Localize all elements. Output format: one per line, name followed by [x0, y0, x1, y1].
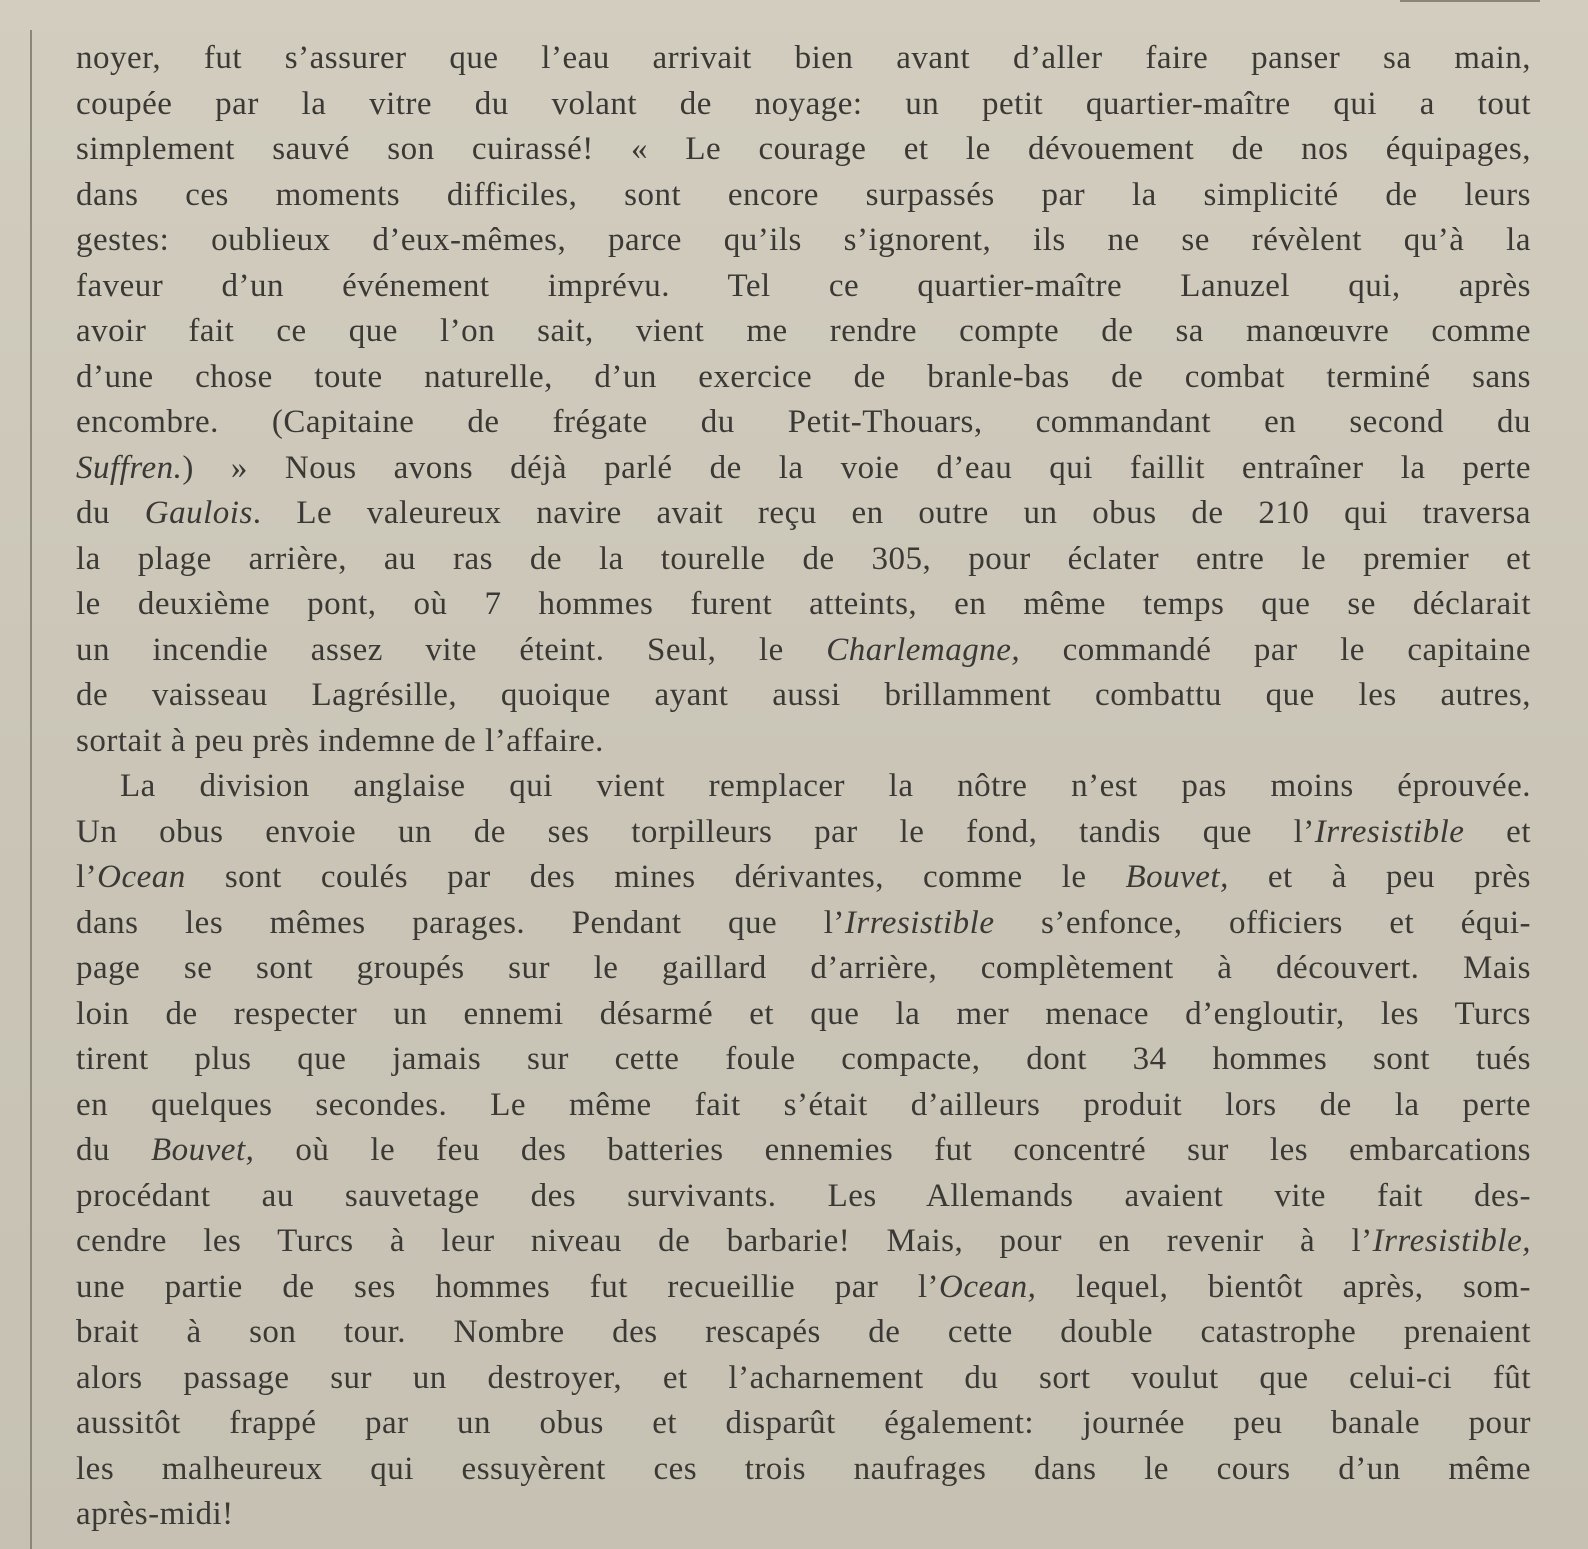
text-segment: noyer, fut s’assurer que l’eau arrivait bien avant d’aller faire panser sa main,	[76, 40, 1531, 76]
body-text	[76, 36, 1531, 1538]
text-segment: simplement sauvé son cuirassé! « Le courage et le dévouement de nos équipages,	[76, 131, 1531, 167]
text-segment: d’une chose toute naturelle, d’un exercice de branle-bas de combat terminé sans	[76, 358, 1531, 395]
text-segment: gestes: oublieux d’eux-mêmes, parce qu’ils s’ignorent, ils ne se révèlent qu’à la	[76, 222, 1531, 258]
text-segment: du	[76, 1132, 151, 1168]
text-segment: lequel, bientôt après, som-	[1036, 1268, 1531, 1305]
text-line	[76, 1083, 1531, 1129]
italic-segment: Irresistible,	[1372, 1223, 1531, 1259]
text-line	[76, 764, 1531, 810]
text-segment: commandé par le capitaine	[1020, 631, 1531, 668]
text-segment: en quelques secondes. Le même fait s’était d’ailleurs produit lors de la perte	[76, 1086, 1531, 1123]
text-line	[76, 1128, 1531, 1174]
italic-segment: Bouvet,	[1125, 859, 1229, 895]
text-line	[76, 1401, 1531, 1447]
text-line	[76, 82, 1531, 128]
italic-segment: Gaulois	[144, 495, 253, 531]
text-segment: et	[1464, 813, 1531, 850]
text-line	[76, 582, 1531, 628]
italic-segment: Ocean	[97, 859, 186, 895]
text-segment: le deuxième pont, où 7 hommes furent atteints, en même temps que se déclarait	[76, 586, 1531, 622]
text-line	[76, 1265, 1531, 1311]
text-line	[76, 309, 1531, 355]
text-line	[76, 491, 1531, 537]
text-line	[76, 1310, 1531, 1356]
text-segment: procédant au sauvetage des survivants. Les Allemands avaient vite fait des-	[76, 1177, 1531, 1214]
paragraph-1	[76, 36, 1531, 764]
text-segment: dans ces moments difficiles, sont encore surpassés par la simplicité de leurs	[76, 176, 1531, 213]
text-line	[76, 992, 1531, 1038]
text-segment: faveur d’un événement imprévu. Tel ce quartier-maître Lanuzel qui, après	[76, 267, 1531, 304]
text-segment: . Le valeureux navire avait reçu en outre un obus de 210 qui traversa	[252, 495, 1531, 531]
text-segment: et à peu près	[1228, 859, 1531, 895]
top-rule	[1400, 0, 1540, 2]
text-line	[76, 537, 1531, 583]
text-segment: brait à son tour. Nombre des rescapés de cette double catastrophe prenaient	[76, 1314, 1531, 1350]
text-segment: page se sont groupés sur le gaillard d’arrière, complètement à découvert. Mais	[76, 950, 1531, 986]
text-segment: de vaisseau Lagrésille, quoique ayant aussi brillamment combattu que les autres,	[76, 677, 1531, 713]
text-segment: l’	[76, 859, 98, 895]
text-segment: ) » Nous avons déjà parlé de la voie d’eau qui faillit entraîner la perte	[182, 449, 1531, 486]
text-line	[76, 855, 1531, 901]
text-line	[76, 127, 1531, 173]
text-line	[76, 628, 1531, 674]
left-margin-rule	[30, 30, 32, 1549]
text-segment: tirent plus que jamais sur cette foule compacte, dont 34 hommes sont tués	[76, 1041, 1531, 1077]
text-line	[76, 36, 1531, 82]
text-segment: La division anglaise qui vient remplacer la nôtre n’est pas moins éprouvée.	[120, 768, 1531, 804]
italic-segment: Ocean,	[939, 1268, 1037, 1305]
italic-segment: Bouvet,	[151, 1132, 255, 1168]
text-line	[76, 1447, 1531, 1493]
text-line	[76, 673, 1531, 719]
italic-segment: Irresistible	[1314, 813, 1465, 850]
text-segment: cendre les Turcs à leur niveau de barbarie! Mais, pour en revenir à l’	[76, 1223, 1373, 1259]
text-line	[76, 355, 1531, 401]
text-segment: une partie de ses hommes fut recueillie par l’	[76, 1268, 940, 1305]
text-line	[76, 218, 1531, 264]
text-segment: Un obus envoie un de ses torpilleurs par le fond, tandis que l’	[76, 813, 1315, 850]
text-line	[76, 719, 1531, 765]
italic-segment: Charlemagne,	[826, 631, 1021, 668]
paragraph-2	[76, 764, 1531, 1538]
italic-segment: Irresistible	[844, 904, 995, 941]
text-segment: un incendie assez vite éteint. Seul, le	[76, 631, 827, 668]
text-segment: s’enfonce, officiers et équi-	[994, 904, 1532, 941]
text-line	[76, 400, 1531, 446]
text-line	[76, 1492, 1531, 1538]
text-segment: les malheureux qui essuyèrent ces trois naufrages dans le cours d’un même	[76, 1450, 1531, 1487]
text-segment: coupée par la vitre du volant de noyage: un petit quartier-maître qui a tout	[76, 85, 1531, 122]
text-segment: du	[76, 495, 145, 531]
text-line	[76, 1174, 1531, 1220]
text-line	[76, 901, 1531, 947]
text-line	[76, 1356, 1531, 1402]
text-segment: dans les mêmes parages. Pendant que l’	[76, 904, 845, 941]
text-segment: avoir fait ce que l’on sait, vient me rendre compte de sa manœuvre comme	[76, 313, 1531, 349]
text-segment: la plage arrière, au ras de la tourelle de 305, pour éclater entre le premier et	[76, 540, 1531, 577]
text-segment: où le feu des batteries ennemies fut concentré sur les embarcations	[254, 1132, 1532, 1168]
text-line	[76, 446, 1531, 492]
italic-segment: Suffren.	[76, 449, 183, 486]
text-segment: sortait à peu près indemne de l’affaire.	[76, 722, 604, 759]
text-line	[76, 810, 1531, 856]
text-segment: sont coulés par des mines dérivantes, comme le	[185, 859, 1126, 895]
text-line	[76, 1037, 1531, 1083]
text-line	[76, 264, 1531, 310]
text-segment: alors passage sur un destroyer, et l’acharnement du sort voulut que celui-ci fût	[76, 1359, 1531, 1396]
text-line	[76, 1219, 1531, 1265]
text-segment: encombre. (Capitaine de frégate du Petit-Thouars, commandant en second du	[76, 404, 1531, 440]
text-segment: après-midi!	[76, 1496, 234, 1532]
text-line	[76, 173, 1531, 219]
text-segment: loin de respecter un ennemi désarmé et que la mer menace d’engloutir, les Turcs	[76, 995, 1531, 1032]
text-line	[76, 946, 1531, 992]
text-segment: aussitôt frappé par un obus et disparût également: journée peu banale pour	[76, 1405, 1531, 1441]
